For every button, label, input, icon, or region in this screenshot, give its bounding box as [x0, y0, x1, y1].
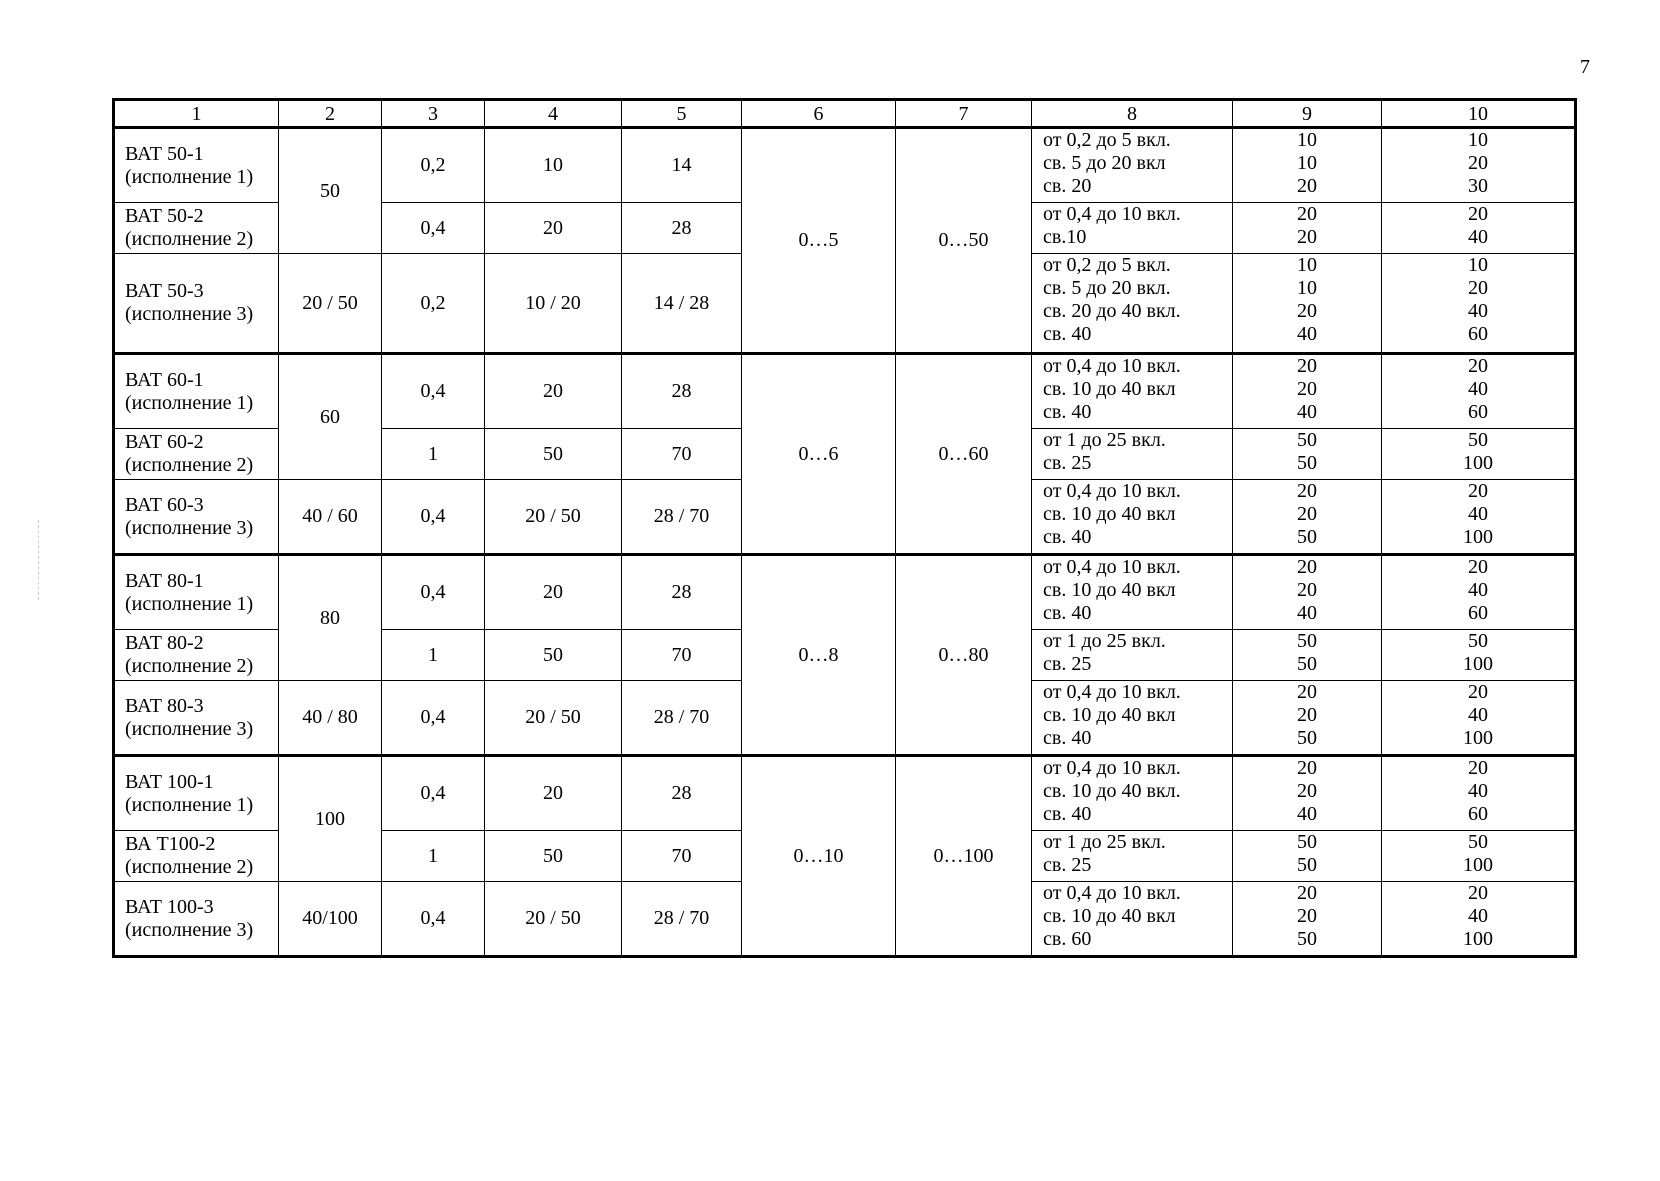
col9-cell: [1233, 354, 1382, 429]
range-col6-cell: 0…8: [742, 555, 896, 756]
model-name: ВАТ 80-2: [125, 632, 204, 654]
col10-value: 50: [1468, 630, 1488, 652]
col10-cell: [1382, 555, 1576, 630]
model-cell: [114, 429, 279, 480]
model-cell: [114, 555, 279, 630]
col10-value: 40: [1468, 378, 1488, 400]
model-name: ВАТ 50-1: [125, 142, 204, 165]
nominal-value-cell: 100: [279, 756, 382, 882]
col9-value: 10: [1297, 152, 1317, 174]
model-variant: (исполнение 3): [125, 516, 254, 539]
col10-cell: [1382, 429, 1576, 480]
col10-cell: [1382, 203, 1576, 254]
model-name: ВА Т100-2: [125, 833, 216, 855]
interval-line: св. 5 до 20 вкл: [1043, 152, 1166, 174]
model-name: ВАТ 60-3: [125, 493, 204, 516]
col10-value: 60: [1468, 803, 1488, 825]
col9-cell: [1233, 756, 1382, 831]
col3-cell: 0,4: [382, 882, 485, 957]
col9-value: 20: [1297, 905, 1317, 927]
interval-line: св. 40: [1043, 401, 1092, 423]
col10-value: 20: [1468, 277, 1488, 299]
col5-cell: 28: [622, 354, 742, 429]
col9-cell: [1233, 203, 1382, 254]
column-header: 2: [279, 100, 382, 128]
col9-value: 10: [1297, 277, 1317, 299]
model-cell: [114, 203, 279, 254]
col10-value: 20: [1468, 203, 1488, 225]
model-cell: [114, 681, 279, 756]
col9-cell: [1233, 128, 1382, 203]
nominal-value-cell: 20 / 50: [279, 254, 382, 354]
col10-value: 20: [1468, 355, 1488, 377]
col10-value: 50: [1468, 831, 1488, 853]
model-name: ВАТ 80-3: [125, 694, 204, 717]
col10-value: 60: [1468, 401, 1488, 423]
col10-value: 40: [1468, 905, 1488, 927]
col10-value: 60: [1468, 602, 1488, 624]
col10-value: 20: [1468, 480, 1488, 502]
col4-cell: 20: [485, 203, 622, 254]
col9-value: 40: [1297, 803, 1317, 825]
model-cell: [114, 831, 279, 882]
col9-value: 50: [1297, 831, 1317, 853]
column-header: 6: [742, 100, 896, 128]
model-cell: [114, 882, 279, 957]
col10-cell: [1382, 831, 1576, 882]
col10-value: 40: [1468, 780, 1488, 802]
col3-cell: 0,2: [382, 128, 485, 203]
col3-cell: 0,4: [382, 681, 485, 756]
model-variant: (исполнение 2): [125, 856, 254, 878]
col5-cell: 28 / 70: [622, 882, 742, 957]
col4-cell: 20 / 50: [485, 681, 622, 756]
col3-cell: 0,4: [382, 354, 485, 429]
col10-cell: [1382, 354, 1576, 429]
col9-value: 50: [1297, 854, 1317, 876]
interval-line: св. 10 до 40 вкл.: [1043, 780, 1181, 802]
col9-value: 40: [1297, 401, 1317, 423]
col3-cell: 1: [382, 630, 485, 681]
col9-value: 20: [1297, 704, 1317, 726]
interval-cell: [1032, 756, 1233, 831]
col10-value: 20: [1468, 681, 1488, 703]
col9-value: 20: [1297, 175, 1317, 197]
col9-value: 50: [1297, 928, 1317, 950]
interval-line: св. 20: [1043, 175, 1092, 197]
col9-cell: [1233, 254, 1382, 354]
col9-cell: [1233, 480, 1382, 555]
col3-cell: 0,4: [382, 480, 485, 555]
col10-value: 20: [1468, 556, 1488, 578]
col3-cell: 1: [382, 831, 485, 882]
col5-cell: 70: [622, 630, 742, 681]
col9-value: 20: [1297, 480, 1317, 502]
col10-value: 100: [1463, 854, 1493, 876]
model-name: ВАТ 50-2: [125, 205, 204, 227]
model-name: ВАТ 50-3: [125, 280, 204, 302]
table-row: [114, 128, 1576, 203]
interval-line: от 0,4 до 10 вкл.: [1043, 480, 1181, 502]
header-row: [114, 100, 1576, 128]
interval-line: св. 10 до 40 вкл: [1043, 704, 1176, 726]
col10-cell: [1382, 756, 1576, 831]
model-name: ВАТ 60-2: [125, 431, 204, 453]
model-variant: (исполнение 1): [125, 592, 254, 615]
col5-cell: 28: [622, 203, 742, 254]
model-variant: (исполнение 2): [125, 228, 254, 250]
col9-value: 20: [1297, 579, 1317, 601]
range-col6-cell: 0…10: [742, 756, 896, 957]
col5-cell: 28: [622, 555, 742, 630]
col9-value: 50: [1297, 452, 1317, 474]
page-number: 7: [1580, 56, 1590, 78]
col9-value: 50: [1297, 653, 1317, 675]
interval-cell: [1032, 831, 1233, 882]
col9-value: 50: [1297, 526, 1317, 548]
col10-value: 100: [1463, 526, 1493, 548]
col9-value: 40: [1297, 602, 1317, 624]
column-header: 1: [114, 100, 279, 128]
col9-cell: [1233, 681, 1382, 756]
col4-cell: 20 / 50: [485, 480, 622, 555]
col9-value: 50: [1297, 429, 1317, 451]
column-header: 7: [896, 100, 1032, 128]
nominal-value-cell: 40/100: [279, 882, 382, 957]
col3-cell: 0,4: [382, 756, 485, 831]
col9-value: 50: [1297, 727, 1317, 749]
interval-line: св. 10 до 40 вкл: [1043, 579, 1176, 601]
interval-line: св. 10 до 40 вкл: [1043, 503, 1176, 525]
table-row: [114, 756, 1576, 831]
interval-line: св. 10 до 40 вкл: [1043, 905, 1176, 927]
interval-cell: [1032, 354, 1233, 429]
col10-value: 100: [1463, 727, 1493, 749]
col10-value: 30: [1468, 175, 1488, 197]
col10-value: 100: [1463, 653, 1493, 675]
col9-value: 20: [1297, 378, 1317, 400]
column-header: 10: [1382, 100, 1576, 128]
col3-cell: 1: [382, 429, 485, 480]
col9-cell: [1233, 630, 1382, 681]
col4-cell: 10 / 20: [485, 254, 622, 354]
col9-cell: [1233, 882, 1382, 957]
col4-cell: 20: [485, 555, 622, 630]
interval-cell: [1032, 203, 1233, 254]
col10-cell: [1382, 882, 1576, 957]
scan-edge-marks: [38, 520, 41, 600]
column-header: 8: [1032, 100, 1233, 128]
interval-line: от 0,2 до 5 вкл.: [1043, 254, 1171, 276]
interval-line: от 0,4 до 10 вкл.: [1043, 556, 1181, 578]
col9-value: 20: [1297, 503, 1317, 525]
col5-cell: 28 / 70: [622, 480, 742, 555]
col10-value: 60: [1468, 323, 1488, 345]
col3-cell: 0,4: [382, 203, 485, 254]
interval-line: св. 5 до 20 вкл.: [1043, 277, 1171, 299]
interval-line: св. 40: [1043, 602, 1092, 624]
col4-cell: 20: [485, 354, 622, 429]
interval-line: св. 25: [1043, 653, 1092, 675]
col9-value: 20: [1297, 882, 1317, 904]
col4-cell: 20 / 50: [485, 882, 622, 957]
col5-cell: 28 / 70: [622, 681, 742, 756]
col10-value: 40: [1468, 503, 1488, 525]
interval-line: св. 40: [1043, 526, 1092, 548]
interval-line: св. 40: [1043, 803, 1092, 825]
model-cell: [114, 354, 279, 429]
col4-cell: 50: [485, 831, 622, 882]
col9-cell: [1233, 429, 1382, 480]
col10-value: 50: [1468, 429, 1488, 451]
column-header: 4: [485, 100, 622, 128]
model-cell: [114, 254, 279, 354]
col9-cell: [1233, 555, 1382, 630]
col9-cell: [1233, 831, 1382, 882]
range-col7-cell: 0…100: [896, 756, 1032, 957]
column-header: 3: [382, 100, 485, 128]
col9-value: 20: [1297, 556, 1317, 578]
range-col6-cell: 0…5: [742, 128, 896, 354]
col10-value: 20: [1468, 757, 1488, 779]
range-col7-cell: 0…80: [896, 555, 1032, 756]
range-col6-cell: 0…6: [742, 354, 896, 555]
col10-value: 10: [1468, 129, 1488, 151]
interval-line: от 0,4 до 10 вкл.: [1043, 882, 1181, 904]
interval-cell: [1032, 254, 1233, 354]
col10-value: 40: [1468, 226, 1488, 248]
model-cell: [114, 630, 279, 681]
col9-value: 20: [1297, 226, 1317, 248]
interval-line: св. 25: [1043, 452, 1092, 474]
model-variant: (исполнение 3): [125, 918, 254, 941]
nominal-value-cell: 40 / 60: [279, 480, 382, 555]
interval-line: св. 60: [1043, 928, 1092, 950]
col5-cell: 14 / 28: [622, 254, 742, 354]
interval-line: от 1 до 25 вкл.: [1043, 831, 1166, 853]
model-name: ВАТ 80-1: [125, 569, 204, 592]
col3-cell: 0,4: [382, 555, 485, 630]
model-cell: [114, 480, 279, 555]
column-header: 5: [622, 100, 742, 128]
interval-line: от 1 до 25 вкл.: [1043, 630, 1166, 652]
model-cell: [114, 128, 279, 203]
col9-value: 20: [1297, 355, 1317, 377]
model-variant: (исполнение 1): [125, 165, 254, 188]
interval-line: от 1 до 25 вкл.: [1043, 429, 1166, 451]
table-row: [114, 354, 1576, 429]
col5-cell: 70: [622, 429, 742, 480]
col10-cell: [1382, 254, 1576, 354]
model-cell: [114, 756, 279, 831]
col10-cell: [1382, 630, 1576, 681]
range-col7-cell: 0…50: [896, 128, 1032, 354]
col9-value: 20: [1297, 203, 1317, 225]
col10-value: 40: [1468, 579, 1488, 601]
nominal-value-cell: 40 / 80: [279, 681, 382, 756]
col10-value: 20: [1468, 882, 1488, 904]
col10-value: 20: [1468, 152, 1488, 174]
col9-value: 50: [1297, 630, 1317, 652]
interval-cell: [1032, 681, 1233, 756]
interval-line: св. 40: [1043, 323, 1092, 345]
interval-line: св. 10 до 40 вкл: [1043, 378, 1176, 400]
col5-cell: 28: [622, 756, 742, 831]
interval-cell: [1032, 128, 1233, 203]
col9-value: 10: [1297, 129, 1317, 151]
model-name: ВАТ 100-1: [125, 770, 214, 793]
col9-value: 20: [1297, 681, 1317, 703]
model-variant: (исполнение 2): [125, 655, 254, 677]
interval-line: от 0,4 до 10 вкл.: [1043, 355, 1181, 377]
col9-value: 20: [1297, 300, 1317, 322]
col4-cell: 50: [485, 429, 622, 480]
interval-line: св.10: [1043, 226, 1087, 248]
interval-cell: [1032, 630, 1233, 681]
nominal-value-cell: 60: [279, 354, 382, 480]
interval-cell: [1032, 480, 1233, 555]
col10-value: 10: [1468, 254, 1488, 276]
model-name: ВАТ 60-1: [125, 368, 204, 391]
col4-cell: 20: [485, 756, 622, 831]
interval-line: св. 40: [1043, 727, 1092, 749]
model-name: ВАТ 100-3: [125, 895, 214, 918]
col10-cell: [1382, 681, 1576, 756]
interval-line: от 0,2 до 5 вкл.: [1043, 129, 1171, 151]
interval-cell: [1032, 555, 1233, 630]
interval-line: от 0,4 до 10 вкл.: [1043, 203, 1181, 225]
col4-cell: 50: [485, 630, 622, 681]
nominal-value-cell: 50: [279, 128, 382, 254]
model-variant: (исполнение 1): [125, 793, 254, 816]
model-variant: (исполнение 1): [125, 391, 254, 414]
col3-cell: 0,2: [382, 254, 485, 354]
column-header: 9: [1233, 100, 1382, 128]
col10-value: 100: [1463, 928, 1493, 950]
interval-cell: [1032, 429, 1233, 480]
interval-line: св. 25: [1043, 854, 1092, 876]
col9-value: 40: [1297, 323, 1317, 345]
interval-line: св. 20 до 40 вкл.: [1043, 300, 1181, 322]
col10-cell: [1382, 128, 1576, 203]
col9-value: 10: [1297, 254, 1317, 276]
model-variant: (исполнение 3): [125, 717, 254, 740]
interval-line: от 0,4 до 10 вкл.: [1043, 681, 1181, 703]
col5-cell: 70: [622, 831, 742, 882]
col10-cell: [1382, 480, 1576, 555]
model-variant: (исполнение 3): [125, 303, 254, 325]
col10-value: 40: [1468, 704, 1488, 726]
col10-value: 100: [1463, 452, 1493, 474]
col9-value: 20: [1297, 757, 1317, 779]
specification-table: [112, 98, 1577, 958]
range-col7-cell: 0…60: [896, 354, 1032, 555]
interval-cell: [1032, 882, 1233, 957]
table-row: [114, 555, 1576, 630]
col9-value: 20: [1297, 780, 1317, 802]
col5-cell: 14: [622, 128, 742, 203]
nominal-value-cell: 80: [279, 555, 382, 681]
model-variant: (исполнение 2): [125, 454, 254, 476]
col10-value: 40: [1468, 300, 1488, 322]
interval-line: от 0,4 до 10 вкл.: [1043, 757, 1181, 779]
col4-cell: 10: [485, 128, 622, 203]
